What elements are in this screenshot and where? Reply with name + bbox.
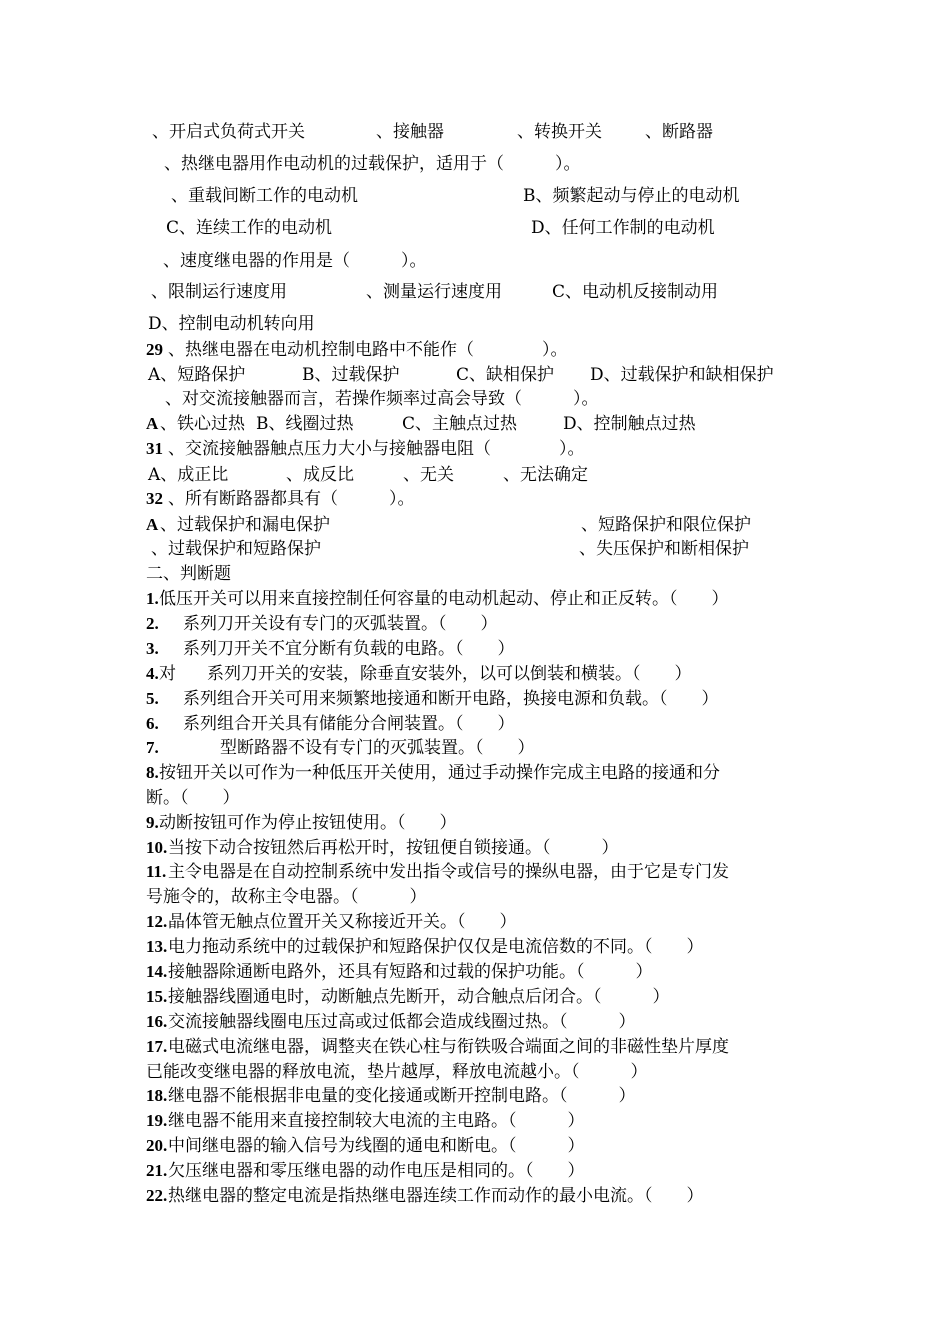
text-segment: 号施令的，故称主令电器。（ ） (146, 887, 427, 907)
text-segment: 、成反比 (286, 465, 354, 485)
text-segment: 系列组合开关具有储能分合闸装置。（ ） (183, 714, 515, 734)
item-number: 4. (146, 664, 159, 683)
item-number: 15. (146, 987, 168, 1006)
text-segment: B、频繁起动与停止的电动机 (523, 186, 740, 206)
text-segment: 接触器除通断电路外，还具有短路和过载的保护功能。（ ） (168, 962, 653, 982)
text-segment: 断。（ ） (146, 788, 240, 808)
item-number: 18. (146, 1086, 168, 1105)
item-number: 31 (146, 439, 163, 458)
text-segment: 、热继电器用作电动机的过载保护，适用于（ ）。 (164, 154, 581, 174)
text-segment: 、热继电器在电动机控制电路中不能作（ ）。 (168, 340, 568, 360)
text-segment: 、断路器 (645, 122, 713, 142)
item-number: 32 (146, 489, 163, 508)
text-segment: 当按下动合按钮然后再松开时，按钮便自锁接通。（ ） (168, 838, 619, 858)
text-segment: D、控制电动机转向用 (148, 314, 315, 334)
text-segment: 接触器线圈通电时，动断触点先断开，动合触点后闭合。（ ） (168, 987, 670, 1007)
text-segment: 已能改变继电器的释放电流，垫片越厚，释放电流越小。（ ） (146, 1062, 648, 1082)
text-segment: 、无法确定 (503, 465, 588, 485)
text-segment: 交流接触器线圈电压过高或过低都会造成线圈过热。（ ） (168, 1012, 636, 1032)
text-segment: 、失压保护和断相保护 (579, 539, 749, 559)
text-segment: 型断路器不设有专门的灭弧装置。（ ） (220, 738, 535, 758)
text-segment: 、过载保护和漏电保护 (160, 515, 330, 535)
text-segment: A、短路保护 (148, 365, 246, 385)
text-segment: 电磁式电流继电器，调整夹在铁心柱与衔铁吸合端面之间的非磁性垫片厚度 (168, 1037, 729, 1057)
text-segment: C、缺相保护 (456, 365, 555, 385)
item-number: 16. (146, 1012, 168, 1031)
text-segment: C、电动机反接制动用 (552, 282, 719, 302)
text-segment: D、控制触点过热 (563, 414, 696, 434)
text-segment: 晶体管无触点位置开关又称接近开关。（ ） (168, 912, 517, 932)
item-number: 5. (146, 689, 159, 708)
text-segment: 主令电器是在自动控制系统中发出指令或信号的操纵电器，由于它是专门发 (168, 862, 729, 882)
item-number: 11. (146, 862, 167, 881)
item-number: 10. (146, 838, 168, 857)
text-segment: 、速度继电器的作用是（ ）。 (163, 251, 427, 271)
text-segment: 、对交流接触器而言，若操作频率过高会导致（ ）。 (165, 389, 599, 409)
text-segment: A、成正比 (148, 465, 229, 485)
item-number: A (146, 414, 159, 433)
text-segment: 动断按钮可作为停止按钮使用。（ ） (159, 813, 457, 833)
text-segment: D、任何工作制的电动机 (531, 218, 715, 238)
text-segment: 按钮开关以可作为一种低压开关使用，通过手动操作完成主电路的接通和分 (159, 763, 720, 783)
text-segment: C、连续工作的电动机 (166, 218, 333, 238)
text-segment: 系列刀开关设有专门的灭弧装置。（ ） (183, 614, 498, 634)
item-number: 2. (146, 614, 159, 633)
text-segment: 、铁心过热 (160, 414, 245, 434)
item-number: 3. (146, 639, 159, 658)
text-segment: 二、判断题 (146, 564, 231, 584)
text-segment: 热继电器的整定电流是指热继电器连续工作而动作的最小电流。（ ） (168, 1186, 704, 1206)
text-segment: 、所有断路器都具有（ ）。 (168, 489, 415, 509)
text-segment: 电力拖动系统中的过载保护和短路保护仅仅是电流倍数的不同。（ ） (168, 937, 704, 957)
text-segment: 中间继电器的输入信号为线圈的通电和断电。（ ） (168, 1136, 585, 1156)
text-segment: 欠压继电器和零压继电器的动作电压是相同的。（ ） (168, 1161, 585, 1181)
text-segment: 、转换开关 (517, 122, 602, 142)
text-segment: 、短路保护和限位保护 (581, 515, 751, 535)
item-number: 20. (146, 1136, 168, 1155)
item-number: 6. (146, 714, 159, 733)
text-segment: 、测量运行速度用 (366, 282, 502, 302)
text-segment: 系列组合开关可用来频繁地接通和断开电路，换接电源和负载。（ ） (183, 689, 719, 709)
text-segment: B、线圈过热 (256, 414, 354, 434)
text-segment: 系列刀开关的安装，除垂直安装外，以可以倒装和横装。（ ） (207, 664, 692, 684)
text-segment: 继电器不能根据非电量的变化接通或断开控制电路。（ ） (168, 1086, 636, 1106)
text-segment: 、无关 (403, 465, 454, 485)
item-number: 21. (146, 1161, 168, 1180)
item-number: A (146, 515, 159, 534)
item-number: 12. (146, 912, 168, 931)
text-segment: 、接触器 (376, 122, 444, 142)
text-segment: 对 (159, 664, 176, 684)
item-number: 19. (146, 1111, 168, 1130)
item-number: 1. (146, 589, 159, 608)
item-number: 17. (146, 1037, 168, 1056)
text-segment: 、重载间断工作的电动机 (171, 186, 358, 206)
text-segment: 低压开关可以用来直接控制任何容量的电动机起动、停止和正反转。（ ） (159, 589, 729, 609)
text-segment: 继电器不能用来直接控制较大电流的主电路。（ ） (168, 1111, 585, 1131)
item-number: 8. (146, 763, 159, 782)
item-number: 13. (146, 937, 168, 956)
text-segment: 、限制运行速度用 (151, 282, 287, 302)
text-segment: B、过载保护 (302, 365, 400, 385)
item-number: 14. (146, 962, 168, 981)
item-number: 9. (146, 813, 159, 832)
text-segment: 、开启式负荷式开关 (152, 122, 305, 142)
text-segment: 系列刀开关不宜分断有负载的电路。（ ） (183, 639, 515, 659)
text-segment: C、主触点过热 (402, 414, 518, 434)
text-segment: D、过载保护和缺相保护 (590, 365, 774, 385)
item-number: 22. (146, 1186, 168, 1205)
item-number: 29 (146, 340, 163, 359)
text-segment: 、过载保护和短路保护 (151, 539, 321, 559)
item-number: 7. (146, 738, 159, 757)
text-segment: 、交流接触器触点压力大小与接触器电阻（ ）。 (168, 439, 585, 459)
